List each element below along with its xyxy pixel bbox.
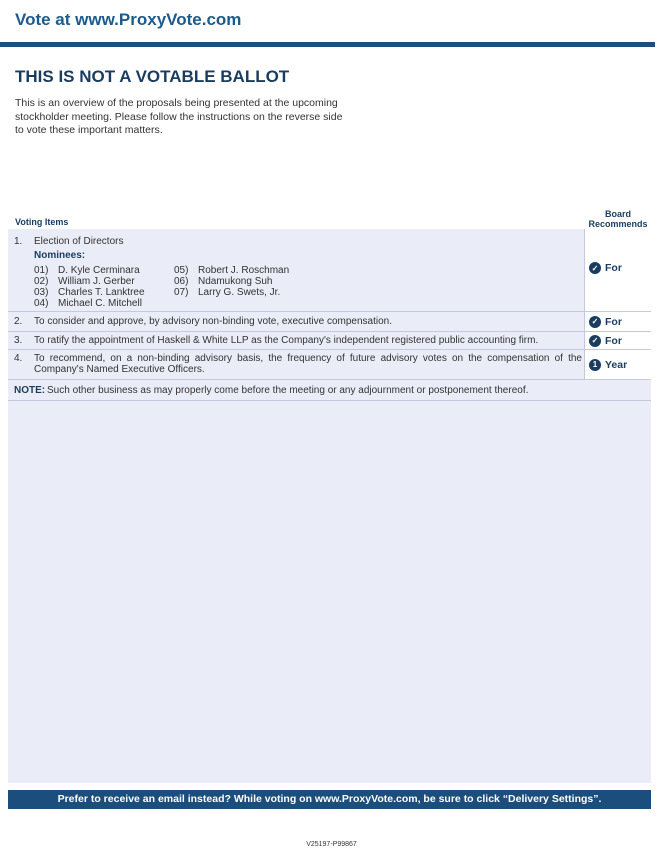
delivery-settings-banner: Prefer to receive an email instead? While voting on www.ProxyVote.com, be sure to click “Delivery Settings”.: [8, 790, 651, 809]
nominee-number: 03): [34, 287, 49, 298]
nominee: [34, 287, 145, 298]
header-divider: [0, 42, 655, 47]
voting-items-header: Voting Items: [15, 217, 69, 227]
recommendation-cell: [584, 332, 651, 349]
nominee-name: William J. Gerber: [58, 276, 135, 287]
nominee: [174, 287, 289, 298]
nominee-name: Robert J. Roschman: [198, 265, 290, 276]
board-recommends-header: [584, 209, 652, 229]
item-text: To recommend, on a non-binding advisory basis, the frequency of future advisory votes on the compensation of the Company's Named Executive Officers.: [34, 353, 582, 375]
note-row: [8, 380, 651, 401]
nominee-number: 02): [34, 276, 49, 287]
recommendation-cell: [584, 229, 651, 311]
nominee-name: Charles T. Lanktree: [58, 287, 145, 298]
voting-item-2: [8, 312, 651, 332]
item-text: Election of Directors: [34, 236, 124, 247]
recommendation-label: For: [605, 262, 622, 274]
one-icon: 1: [589, 359, 601, 371]
page-title: THIS IS NOT A VOTABLE BALLOT: [15, 67, 290, 86]
voting-item-1: [8, 229, 651, 312]
nominee: [174, 265, 289, 276]
nominee-number: 06): [174, 276, 189, 287]
document-code: V25197-P99867: [306, 841, 357, 848]
recommendation-cell: [584, 312, 651, 331]
nominee-name: Ndamukong Suh: [198, 276, 273, 287]
voting-item-4: [8, 350, 651, 380]
nominees-label: Nominees:: [34, 250, 86, 261]
item-number: 4.: [14, 353, 23, 364]
item-number: 2.: [14, 316, 23, 327]
item-number: 1.: [14, 236, 23, 247]
board-recommends-line2: Recommends: [588, 219, 648, 229]
recommendation-cell: [584, 350, 651, 379]
voting-item-3: [8, 332, 651, 350]
recommendation-label: Year: [605, 358, 628, 371]
nominee: [34, 298, 145, 309]
nominee-list-1: [34, 265, 145, 309]
board-recommends-line1: Board: [604, 209, 631, 219]
nominee-number: 07): [174, 287, 189, 298]
nominee-list-2: [174, 265, 289, 298]
nominee-number: 01): [34, 265, 49, 276]
nominee: [34, 265, 145, 276]
nominee: [34, 276, 145, 287]
nominee-name: Larry G. Swets, Jr.: [198, 287, 281, 298]
nominee-name: Michael C. Mitchell: [58, 298, 142, 309]
recommendation-label: For: [605, 315, 622, 328]
item-text: To consider and approve, by advisory non-binding vote, executive compensation.: [34, 316, 392, 327]
recommendation-label: For: [605, 334, 622, 347]
nominee: [174, 276, 289, 287]
note-text: Such other business as may properly come before the meeting or any adjournment or postponement thereof.: [47, 385, 529, 396]
intro-text: This is an overview of the proposals being presented at the upcoming stockholder meeting. Please follow the instructions on the reverse side to vote these important matters.: [15, 97, 343, 136]
header-title: Vote at www.ProxyVote.com: [15, 10, 242, 29]
item-text: To ratify the appointment of Haskell & White LLP as the Company's independent registered public accounting firm.: [34, 335, 539, 346]
nominee-number: 05): [174, 265, 189, 276]
note-label: NOTE:: [14, 385, 46, 396]
check-icon: ✓: [589, 262, 601, 274]
nominee-name: D. Kyle Cerminara: [58, 265, 140, 276]
check-icon: ✓: [589, 335, 601, 347]
nominee-number: 04): [34, 298, 49, 309]
check-icon: ✓: [589, 316, 601, 328]
item-number: 3.: [14, 335, 23, 346]
